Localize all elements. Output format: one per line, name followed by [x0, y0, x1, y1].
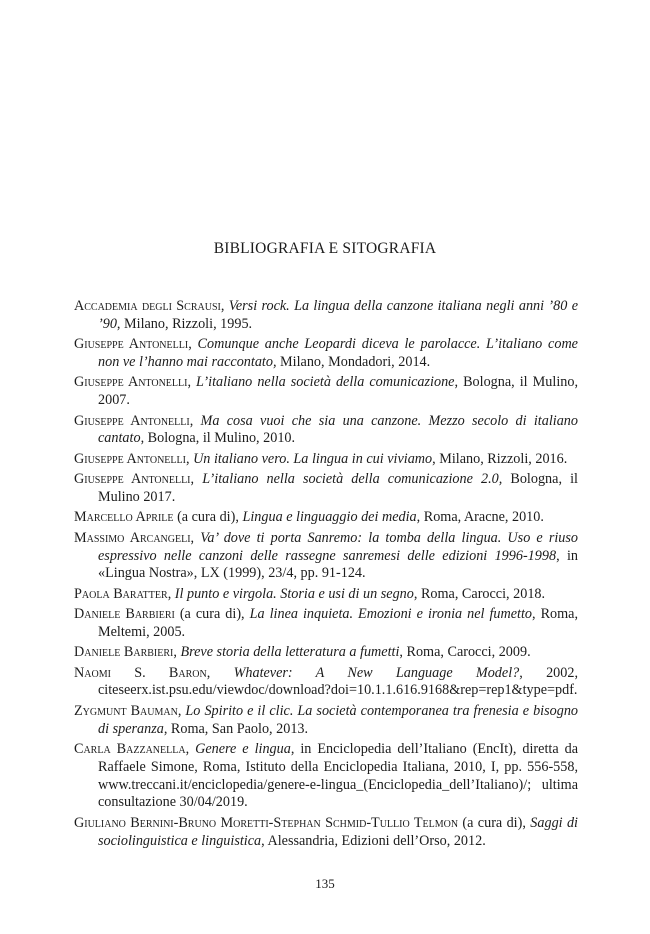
entry-title: Il punto e virgola. Storia e usi di un segno: [174, 585, 414, 602]
entry-title: Va’ dove ti porta Sanremo: la tomba della lingua. Uso e riuso espressivo nelle canzoni delle rassegne sanremesi delle edizioni 1996-1998: [98, 529, 579, 564]
entry-separator: ,: [185, 741, 196, 758]
bibliography-entry: [74, 815, 578, 851]
bibliography-list: [74, 298, 578, 853]
bibliography-entry: [74, 509, 578, 527]
entry-separator: ,: [188, 336, 198, 353]
entry-separator: (a cura di),: [458, 814, 531, 831]
entry-details: , Roma, Aracne, 2010.: [416, 509, 544, 526]
entry-separator: S. Baron,: [110, 664, 234, 681]
bibliography-entry: [74, 298, 578, 334]
entry-separator: ,: [190, 471, 203, 488]
entry-separator: ,: [177, 702, 186, 719]
entry-author: Giuseppe Antonelli: [74, 471, 191, 488]
entry-details: , in Enciclopedia dell’Italiano (EncIt), diretta da Raffaele Simone, Roma, Istituto della Enciclopedia Italiana, 2010, I, pp. 556-558, www.treccani.it/enciclopedia/genere-e-lingua_(Enciclopedia_dell’Italiano)/; ultima consultazione 30/04/2019.: [98, 741, 579, 811]
entry-author: Giuliano Bernini-Bruno Moretti-Stephan Schmid-Tullio Telmon: [74, 814, 459, 831]
bibliography-entry: [74, 451, 578, 469]
entry-details: , 2002, citeseerx.ist.psu.edu/viewdoc/download?doi=10.1.1.616.9168&rep=rep1&type=pdf.: [98, 664, 578, 699]
entry-author: Giuseppe Antonelli: [74, 450, 186, 467]
entry-author: Accademia degli Scrausi: [74, 298, 221, 314]
entry-details: , Milano, Rizzoli, 1995.: [116, 315, 253, 332]
bibliography-entry: [74, 374, 578, 410]
entry-title: Ma cosa vuoi che sia una canzone. Mezzo secolo di italiano cantato: [98, 412, 578, 447]
entry-title: Lo Spirito e il clic. La società contemporanea tra frenesia e bisogno di speranza: [98, 702, 579, 737]
page-heading: BIBLIOGRAFIA E SITOGRAFIA: [213, 240, 437, 257]
entry-details: , Milano, Rizzoli, 2016.: [432, 450, 568, 467]
entry-separator: ,: [167, 585, 175, 602]
entry-separator: ,: [220, 298, 229, 314]
entry-details: , in «Lingua Nostra», LX (1999), 23/4, pp. 91-124.: [98, 547, 578, 582]
entry-title: Whatever: A New Language Model?: [233, 664, 520, 681]
entry-separator: ,: [190, 529, 201, 546]
bibliography-entry: [74, 665, 578, 701]
bibliography-entry: [74, 413, 578, 449]
entry-author: Massimo Arcangeli: [74, 529, 191, 546]
entry-details: , Roma, San Paolo, 2013.: [163, 720, 309, 737]
bibliography-entry: [74, 586, 578, 604]
entry-author: Carla Bazzanella: [74, 741, 186, 758]
entry-details: , Bologna, il Mulino, 2007.: [98, 374, 578, 409]
bibliography-entry: [74, 336, 578, 372]
entry-title: Breve storia della letteratura a fumetti: [180, 644, 400, 661]
entry-author: Giuseppe Antonelli: [74, 374, 188, 391]
entry-title: Comunque anche Leopardi diceva le parolacce. L’italiano come non ve l’hanno mai raccontato,: [98, 336, 578, 370]
entry-separator: ,: [185, 450, 194, 467]
bibliography-entry: [74, 644, 578, 662]
entry-title: Versi rock. La lingua della canzone italiana negli anni ’80 e ’90: [98, 298, 578, 332]
entry-details: , Roma, Carocci, 2009.: [399, 644, 531, 661]
entry-separator: ,: [173, 644, 181, 661]
entry-details: , Alessandria, Edizioni dell’Orso, 2012.: [261, 832, 486, 849]
entry-title: Genere e lingua: [195, 741, 291, 758]
entry-details: Milano, Mondadori, 2014.: [276, 353, 431, 370]
entry-title: Un italiano vero. La lingua in cui viviamo: [193, 450, 433, 467]
entry-author: Paola Baratter: [74, 585, 168, 602]
entry-details: , Roma, Meltemi, 2005.: [98, 606, 579, 640]
entry-separator: ,: [187, 374, 197, 391]
entry-author: Giuseppe Antonelli: [74, 336, 189, 353]
entry-author: Daniele Barbieri: [74, 606, 175, 623]
bibliography-entry: [74, 530, 578, 583]
entry-details: Bologna, il Mulino 2017.: [98, 471, 578, 505]
entry-title: Lingua e linguaggio dei media: [242, 509, 417, 526]
entry-separator: (a cura di),: [174, 606, 250, 623]
bibliography-entry: [74, 606, 578, 642]
entry-title: La linea inquieta. Emozioni e ironia nel fumetto: [249, 606, 533, 623]
page-number: 135: [315, 876, 335, 891]
entry-details: , Roma, Carocci, 2018.: [413, 585, 546, 602]
entry-details: , Bologna, il Mulino, 2010.: [140, 430, 296, 447]
entry-author: Naomi: [74, 664, 111, 681]
bibliography-entry: [74, 703, 578, 739]
entry-author: Marcello Aprile: [74, 509, 174, 526]
entry-author: Giuseppe Antonelli: [74, 412, 190, 429]
entry-title: L’italiano nella società della comunicazione: [196, 374, 455, 391]
bibliography-entry: [74, 471, 578, 507]
entry-title: Saggi di sociolinguistica e linguistica: [98, 814, 579, 849]
entry-title: L’italiano nella società della comunicazione 2.0,: [202, 471, 503, 488]
bibliography-entry: [74, 741, 578, 812]
entry-author: Zygmunt Bauman: [74, 702, 178, 719]
entry-author: Daniele Barbieri: [74, 644, 174, 661]
entry-separator: ,: [189, 412, 201, 429]
entry-separator: (a cura di),: [173, 509, 243, 526]
